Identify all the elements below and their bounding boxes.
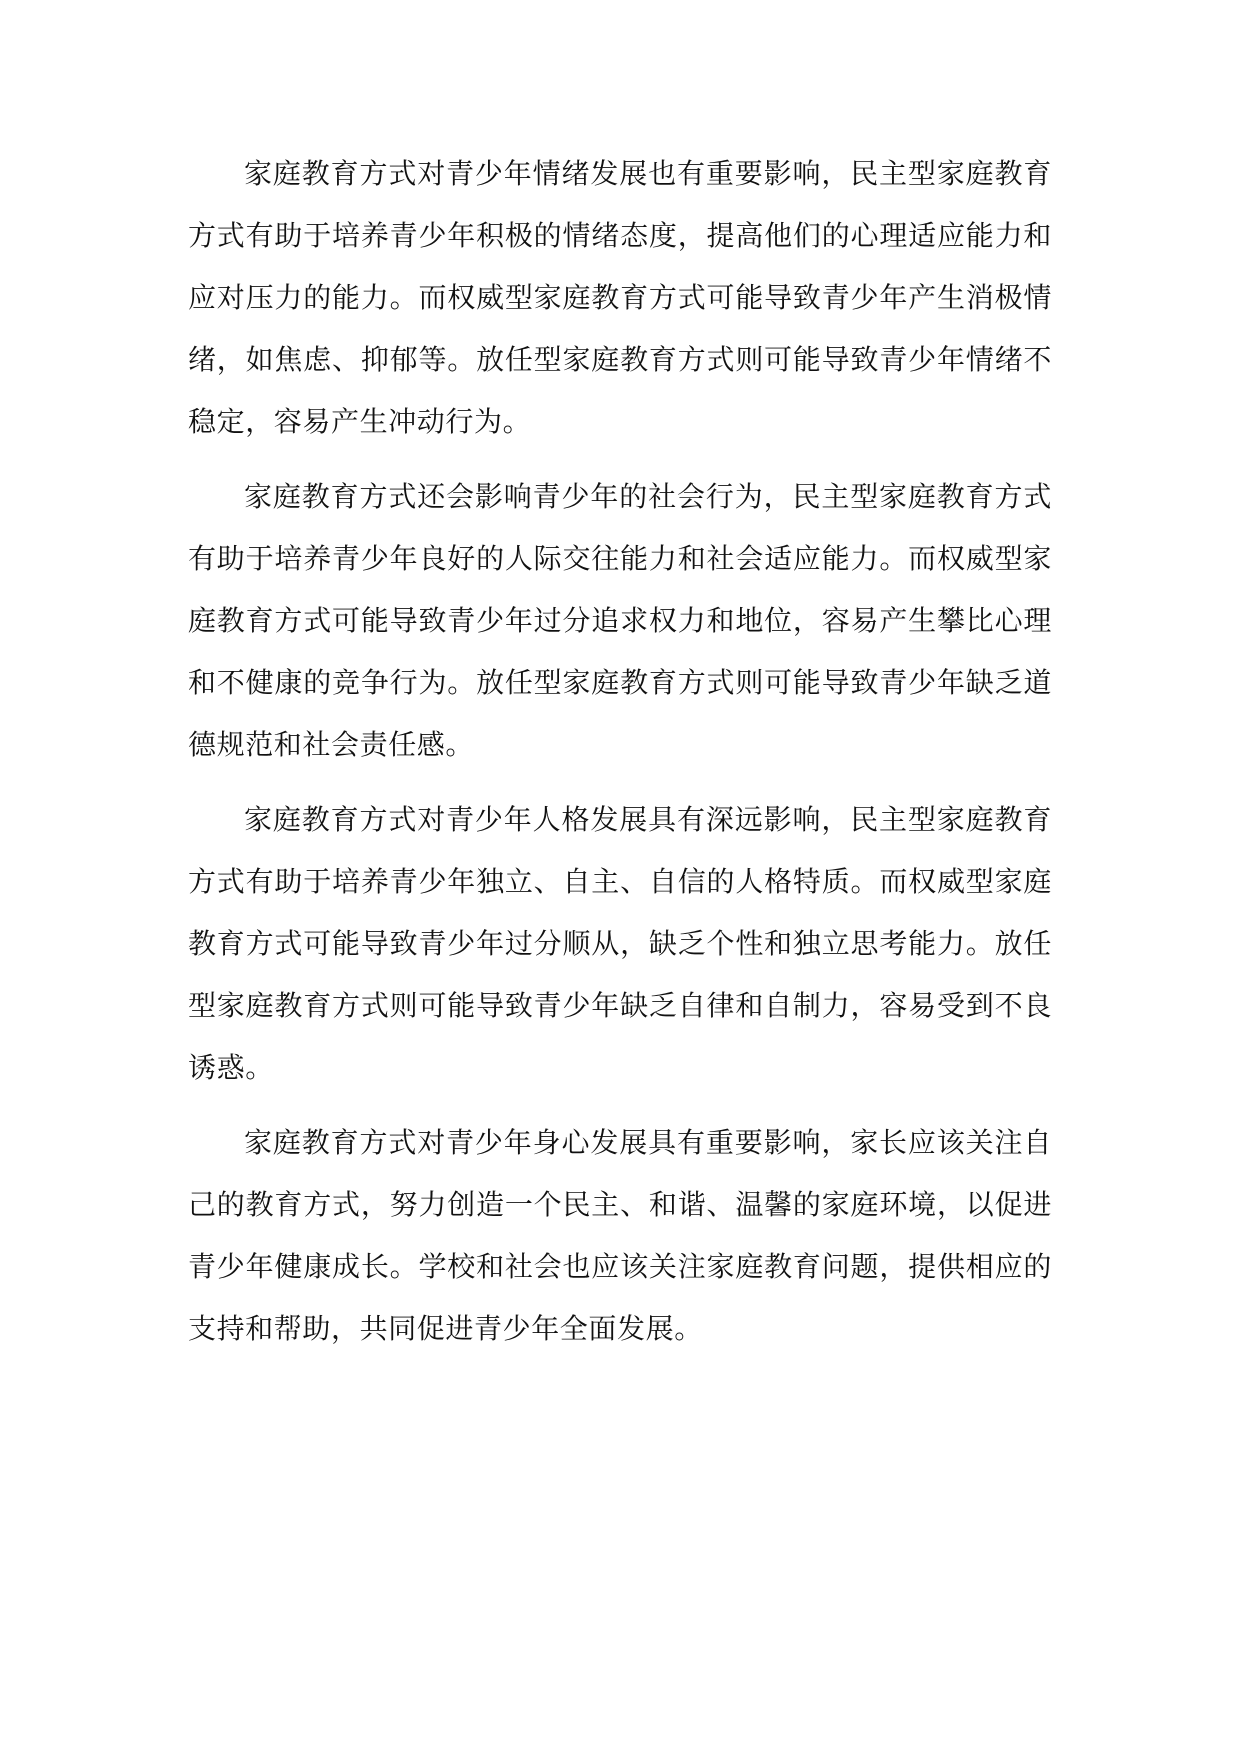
paragraph-personality-development: 家庭教育方式对青少年人格发展具有深远影响，民主型家庭教育方式有助于培养青少年独立、自主、自信的人格特质。而权威型家庭教育方式可能导致青少年过分顺从，缺乏个性和独立思考能力。放任型家庭教育方式则可能导致青少年缺乏自律和自制力，容易受到不良诱惑。 — [188, 803, 1052, 1084]
paragraph-emotional-development: 家庭教育方式对青少年情绪发展也有重要影响，民主型家庭教育方式有助于培养青少年积极的情绪态度，提高他们的心理适应能力和应对压力的能力。而权威型家庭教育方式可能导致青少年产生消极情绪，如焦虑、抑郁等。放任型家庭教育方式则可能导致青少年情绪不稳定，容易产生冲动行为。 — [188, 157, 1052, 438]
paragraph-social-behavior: 家庭教育方式还会影响青少年的社会行为，民主型家庭教育方式有助于培养青少年良好的人际交往能力和社会适应能力。而权威型家庭教育方式可能导致青少年过分追求权力和地位，容易产生攀比心理和不健康的竞争行为。放任型家庭教育方式则可能导致青少年缺乏道德规范和社会责任感。 — [188, 480, 1052, 761]
document-body — [188, 143, 1052, 1373]
paragraph-conclusion: 家庭教育方式对青少年身心发展具有重要影响，家长应该关注自己的教育方式，努力创造一个民主、和谐、温馨的家庭环境，以促进青少年健康成长。学校和社会也应该关注家庭教育问题，提供相应的支持和帮助，共同促进青少年全面发展。 — [188, 1126, 1052, 1345]
